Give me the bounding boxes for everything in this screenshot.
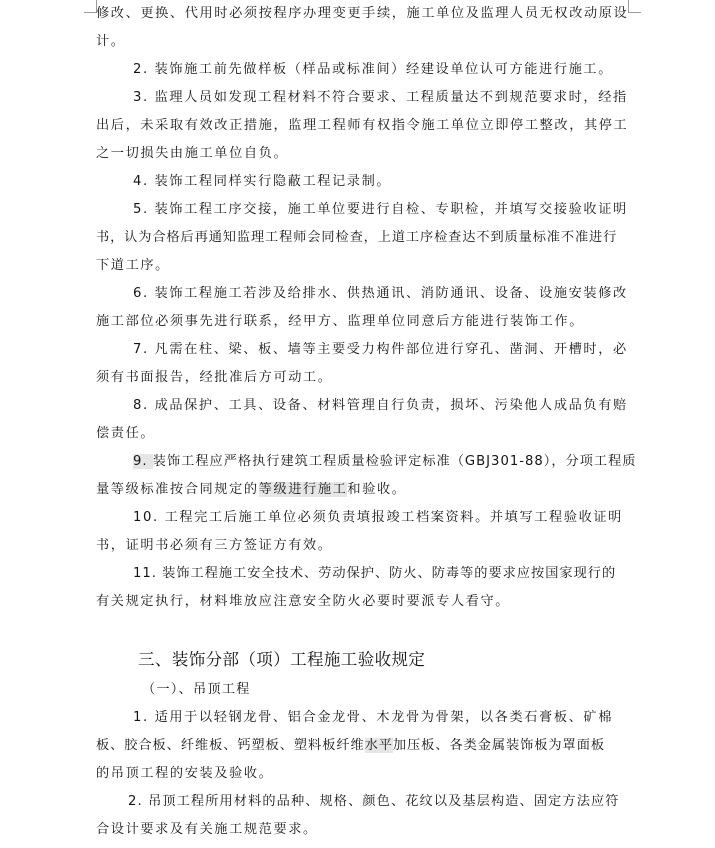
ceiling-item-1-line2-tail: 加压板、各类金属装饰板为罩面板 [392,738,605,753]
item-3-line2: 出后，未采取有效改正措施，监理工程师有权指令施工单位立即停工整改，其停工 [96,118,629,133]
para1-line2: 计。 [96,34,126,49]
ceiling-item-1-line2 [96,737,605,755]
item-7-line1: 7. 凡需在柱、梁、板、墙等主要受力构件部位进行穿孔、凿洞、开槽时，必 [133,342,628,357]
item-9-line1-tail: ，分项工程质 [551,454,637,469]
item-5-line2: 书，认为合格后再通知监理工程师会同检查，上道工序检查达不到质量标准不准进行 [96,230,618,245]
item-8-line1: 8. 成品保护、工具、设备、材料管理自行负责，损坏、污染他人成品负有赔 [133,398,628,413]
para1-line1: 修改、更换、代用时必须按程序办理变更手续，施工单位及监理人员无权改动原设 [96,6,629,21]
item-9-line2-tail: 和验收。 [347,482,407,497]
ceiling-item-1-line1: 1. 适用于以轻钢龙骨、铝合金龙骨、木龙骨为骨架，以各类石膏板、矿棉 [133,710,613,725]
item-10-line1: 10. 工程完工后施工单位必须负责填报竣工档案资料。并填写工程验收证明 [133,510,623,525]
ceiling-item-2-line1: 2. 吊顶工程所用材料的品种、规格、颜色、花纹以及基层构造、固定方法应符 [128,794,620,809]
item-9-line2-head: 量等级标准按合同规定的 [96,482,259,497]
item-10-line2: 书，证明书必须有三方签证方有效。 [96,538,333,553]
item-9-standard-text: 装饰工程应严格执行建筑工程质量检验评定标准（GBJ301-88） [152,454,552,469]
item-11-line1: 11. 装饰工程施工安全技术、劳动保护、防火、防毒等的要求应按国家现行的 [133,566,617,581]
item-2-line1: 2. 装饰施工前先做样板（样品或标准间）经建设单位认可方能进行施工。 [133,62,613,77]
ceiling-item-1-line2-head: 板、胶合板、纤维板、钙塑板、塑料板纤维 [96,738,365,753]
item-11-line2: 有关规定执行，材料堆放应注意安全防火必要时要派专人看守。 [96,594,511,609]
item-5-line1: 5. 装饰工程工序交接，施工单位要进行自检、专职检，并填写交接验收证明 [133,202,628,217]
item-3-line1: 3. 监理人员如发现工程材料不符合要求、工程质量达不到规范要求时，经指 [133,90,628,105]
ceiling-item-2-line2: 合设计要求及有关施工规范要求。 [96,822,318,837]
item-9-line1 [133,453,636,471]
section-3-heading: 三、装饰分部（项）工程施工验收规定 [138,650,426,669]
item-6-line1: 6. 装饰工程施工若涉及给排水、供热通讯、消防通讯、设备、设施安装修改 [133,286,628,301]
item-6-line2: 施工部位必须事先进行联系，经甲方、监理单位同意后方能进行装饰工作。 [96,314,584,329]
item-5-line3: 下道工序。 [96,258,170,273]
item-9-line2 [96,481,407,499]
subsection-ceiling-heading: （一）、吊顶工程 [142,682,251,697]
ceiling-item-1-line3: 的吊顶工程的安装及验收。 [96,766,274,781]
item-7-line2: 须有书面报告，经批准后方可动工。 [96,370,333,385]
item-3-line3: 之一切损失由施工单位自负。 [96,146,289,161]
item-8-line2: 偿责任。 [96,426,156,441]
item-9-number: 9. [133,454,153,469]
margin-corner-mark-top-right [628,0,641,13]
item-4-line1: 4. 装饰工程同样实行隐蔽工程记录制。 [133,174,392,189]
ceiling-item-1-highlight: 水平 [364,738,393,753]
item-9-highlight-grade: 等级进行施工 [258,482,348,497]
